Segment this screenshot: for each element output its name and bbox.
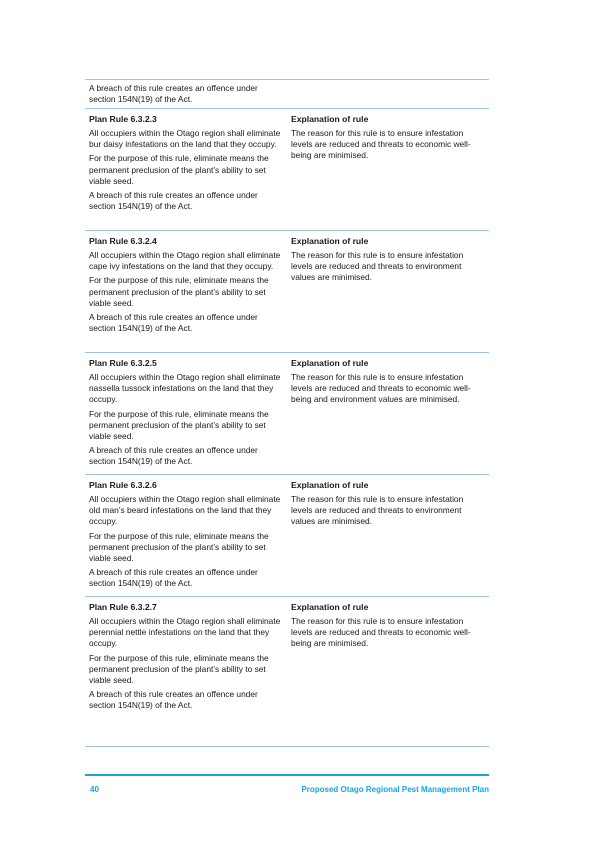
table-row-intro <box>85 79 489 108</box>
document-title: Proposed Otago Regional Pest Management Plan <box>301 785 489 794</box>
table-row-rule-6324 <box>85 230 489 352</box>
rule-breach: A breach of this rule creates an offence under section 154N(19) of the Act. <box>89 689 258 711</box>
table-row-rule-6326 <box>85 474 489 596</box>
rule-text: All occupiers within the Otago region shall eliminate old man’s beard infestations on the land that they occupy. <box>89 494 281 527</box>
rule-heading: Plan Rule 6.3.2.5 <box>89 358 157 368</box>
explanation-heading: Explanation of rule <box>291 602 369 612</box>
rule-breach: A breach of this rule creates an offence under section 154N(19) of the Act. <box>89 190 258 212</box>
explanation-cell <box>287 231 489 352</box>
explanation-heading: Explanation of rule <box>291 236 369 246</box>
rule-text: All occupiers within the Otago region shall eliminate perennial nettle infestations on the land that they occupy. <box>89 616 281 649</box>
explanation-cell <box>287 109 489 230</box>
explanation-heading: Explanation of rule <box>291 480 369 490</box>
explanation-heading: Explanation of rule <box>291 358 369 368</box>
explanation-cell <box>287 475 489 596</box>
explanation-cell <box>287 353 489 474</box>
rule-cell <box>85 231 287 352</box>
rule-definition: For the purpose of this rule, eliminate means the permanent preclusion of the plant’s ability to set viable seed. <box>89 153 269 186</box>
explanation-text: The reason for this rule is to ensure infestation levels are reduced and threats to environment values are minimised. <box>291 250 464 283</box>
rule-cell <box>85 353 287 474</box>
rule-heading: Plan Rule 6.3.2.3 <box>89 114 157 124</box>
rule-text: All occupiers within the Otago region shall eliminate nassella tussock infestations on the land that they occupy. <box>89 372 281 405</box>
rule-definition: For the purpose of this rule, eliminate means the permanent preclusion of the plant’s ability to set viable seed. <box>89 275 269 308</box>
intro-empty-cell <box>287 80 489 108</box>
rule-text: All occupiers within the Otago region shall eliminate cape ivy infestations on the land that they occupy. <box>89 250 281 272</box>
rule-cell <box>85 109 287 230</box>
explanation-text: The reason for this rule is to ensure infestation levels are reduced and threats to economic well-being and environment values are minimised. <box>291 372 471 405</box>
page-number: 40 <box>90 785 99 794</box>
explanation-text: The reason for this rule is to ensure infestation levels are reduced and threats to economic well-being are minimised. <box>291 128 471 161</box>
rule-heading: Plan Rule 6.3.2.6 <box>89 480 157 490</box>
rule-heading: Plan Rule 6.3.2.7 <box>89 602 157 612</box>
rule-breach: A breach of this rule creates an offence under section 154N(19) of the Act. <box>89 445 258 467</box>
table-row-rule-6327 <box>85 596 489 747</box>
explanation-cell <box>287 597 489 746</box>
rule-text: All occupiers within the Otago region shall eliminate bur daisy infestations on the land that they occupy. <box>89 128 281 150</box>
rule-cell <box>85 475 287 596</box>
rule-heading: Plan Rule 6.3.2.4 <box>89 236 157 246</box>
explanation-text: The reason for this rule is to ensure infestation levels are reduced and threats to economic well-being are minimised. <box>291 616 471 649</box>
rule-definition: For the purpose of this rule, eliminate means the permanent preclusion of the plant’s ability to set viable seed. <box>89 408 269 442</box>
rule-cell <box>85 597 287 746</box>
explanation-heading: Explanation of rule <box>291 114 369 124</box>
rule-definition: For the purpose of this rule, eliminate means the permanent preclusion of the plant’s ability to set viable seed. <box>89 652 269 686</box>
intro-breach-text: A breach of this rule creates an offence under section 154N(19) of the Act. <box>89 83 258 105</box>
table-row-rule-6325 <box>85 352 489 474</box>
explanation-text: The reason for this rule is to ensure infestation levels are reduced and threats to environment values are minimised. <box>291 494 464 527</box>
rules-table <box>85 79 489 747</box>
intro-cell <box>85 80 287 108</box>
rule-definition: For the purpose of this rule, eliminate means the permanent preclusion of the plant’s ability to set viable seed. <box>89 530 269 564</box>
rule-breach: A breach of this rule creates an offence under section 154N(19) of the Act. <box>89 567 258 589</box>
rule-breach: A breach of this rule creates an offence under section 154N(19) of the Act. <box>89 312 258 334</box>
table-row-rule-6323 <box>85 108 489 230</box>
footer-divider <box>85 774 489 776</box>
